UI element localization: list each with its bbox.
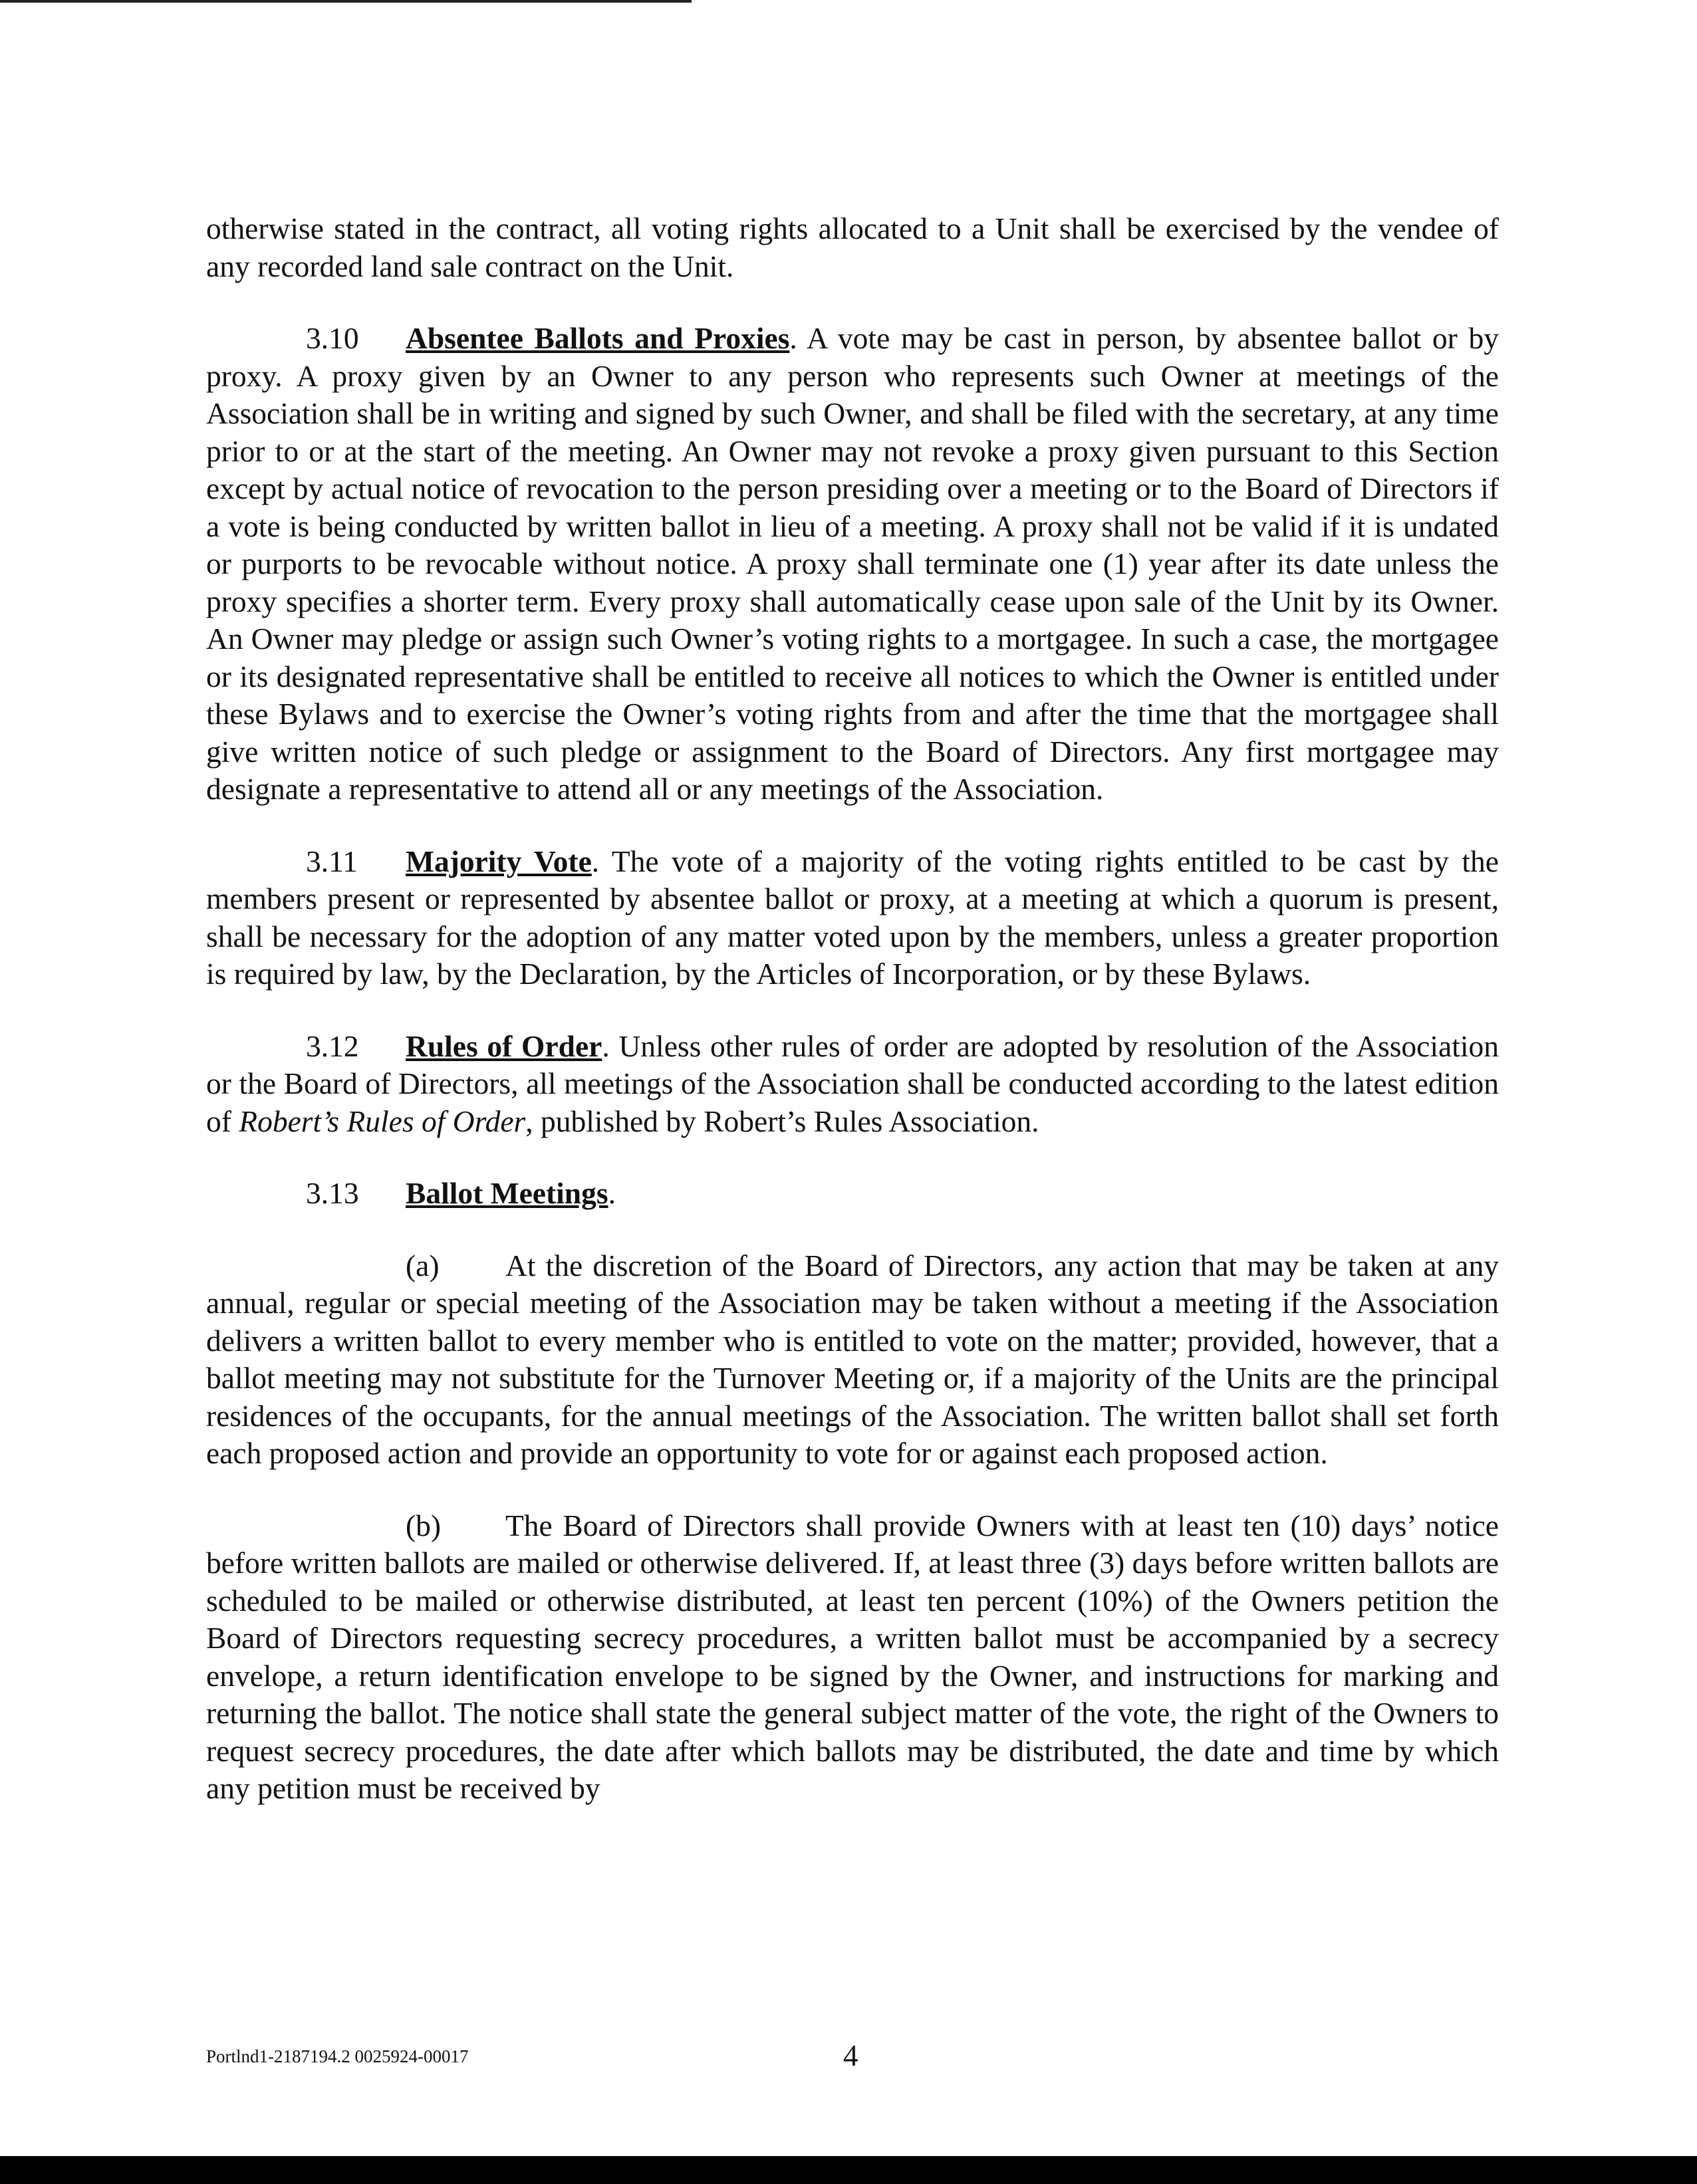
continuation-text: otherwise stated in the contract, all voting rights allocated to a Unit shall be exercised by the vendee of any recorded land sale contract on the Unit. — [206, 211, 1499, 283]
section-title: Ballot Meetings — [406, 1176, 608, 1210]
section-title: Rules of Order — [406, 1029, 602, 1063]
subsection-label: (a) — [406, 1248, 440, 1282]
section-number: 3.12 — [306, 1029, 359, 1063]
section-text-before: . Unless other rules of order are adopted by resolution of the Association or the Board of Directors, all meetings of the Association shall be conducted according to the latest edition of — [206, 1029, 1499, 1138]
continuation-paragraph — [206, 210, 1499, 285]
page-number: 4 — [843, 2039, 858, 2072]
section-3-13-heading — [206, 1175, 1499, 1213]
section-3-11 — [206, 843, 1499, 993]
section-3-13-b — [206, 1507, 1499, 1808]
subsection-label: (b) — [406, 1508, 442, 1542]
italic-citation: Robert’s Rules of Order — [239, 1104, 526, 1138]
section-number: 3.13 — [306, 1176, 359, 1210]
section-number: 3.11 — [306, 844, 358, 878]
section-text: . The vote of a majority of the voting rights entitled to be cast by the members present or represented by absentee ballot or proxy, at a meeting at which a quorum is present, shall be necessary for the adoption of any matter voted upon by the members, unless a greater proportion is required by law, by the Declaration, by the Articles of Incorporation, or by these Bylaws. — [206, 844, 1499, 991]
section-title-suffix: . — [608, 1176, 616, 1210]
document-body — [206, 210, 1499, 1842]
section-title: Majority Vote — [406, 844, 592, 878]
section-3-12 — [206, 1028, 1499, 1141]
footer-document-id: Portlnd1-2187194.2 0025924-00017 — [206, 2046, 469, 2066]
section-3-13-a — [206, 1247, 1499, 1473]
scan-edge-top — [0, 0, 692, 3]
section-text: . A vote may be cast in person, by absentee ballot or by proxy. A proxy given by an Owner to any person who represents such Owner at meetings of the Association shall be in writing and signed by such Owner, and shall be filed with the secretary, at any time prior to or at the start of the meeting. An Owner may not revoke a proxy given pursuant to this Section except by actual notice of revocation to the person presiding over a meeting or to the Board of Directors if a vote is being conducted by written ballot in lieu of a meeting. A proxy shall not be valid if it is undated or purports to be revocable without notice. A proxy shall terminate one (1) year after its date unless the proxy specifies a shorter term. Every proxy shall automatically cease upon sale of the Unit by its Owner. An Owner may pledge or assign such Owner’s voting rights to a mortgagee. In such a case, the mortgagee or its designated representative shall be entitled to receive all notices to which the Owner is entitled under these Bylaws and to exercise the Owner’s voting rights from and after the time that the mortgagee shall give written notice of such pledge or assignment to the Board of Directors. Any first mortgagee may designate a representative to attend all or any meetings of the Association. — [206, 321, 1499, 806]
subsection-text: The Board of Directors shall provide Owners with at least ten (10) days’ notice before written ballots are mailed or otherwise delivered. If, at least three (3) days before written ballots are scheduled to be mailed or otherwise distributed, at least ten percent (10%) of the Owners petition the Board of Directors requesting secrecy procedures, a written ballot must be accompanied by a secrecy envelope, a return identification envelope to be signed by the Owner, and instructions for marking and returning the ballot. The notice shall state the general subject matter of the vote, the right of the Owners to request secrecy procedures, the date after which ballots may be distributed, the date and time by which any petition must be received by — [206, 1508, 1499, 1805]
section-text-after: , published by Robert’s Rules Association. — [525, 1104, 1039, 1138]
section-title: Absentee Ballots and Proxies — [406, 321, 790, 355]
subsection-text: At the discretion of the Board of Directors, any action that may be taken at any annual, regular or special meeting of the Association may be taken without a meeting if the Association delivers a written ballot to every member who is entitled to vote on the matter; provided, however, that a ballot meeting may not substitute for the Turnover Meeting or, if a majority of the Units are the principal residences of the occupants, for the annual meetings of the Association. The written ballot shall set forth each proposed action and provide an opportunity to vote for or against each proposed action. — [206, 1248, 1499, 1470]
scan-edge-bottom — [0, 2156, 1697, 2184]
section-number: 3.10 — [306, 321, 359, 355]
section-3-10 — [206, 320, 1499, 808]
